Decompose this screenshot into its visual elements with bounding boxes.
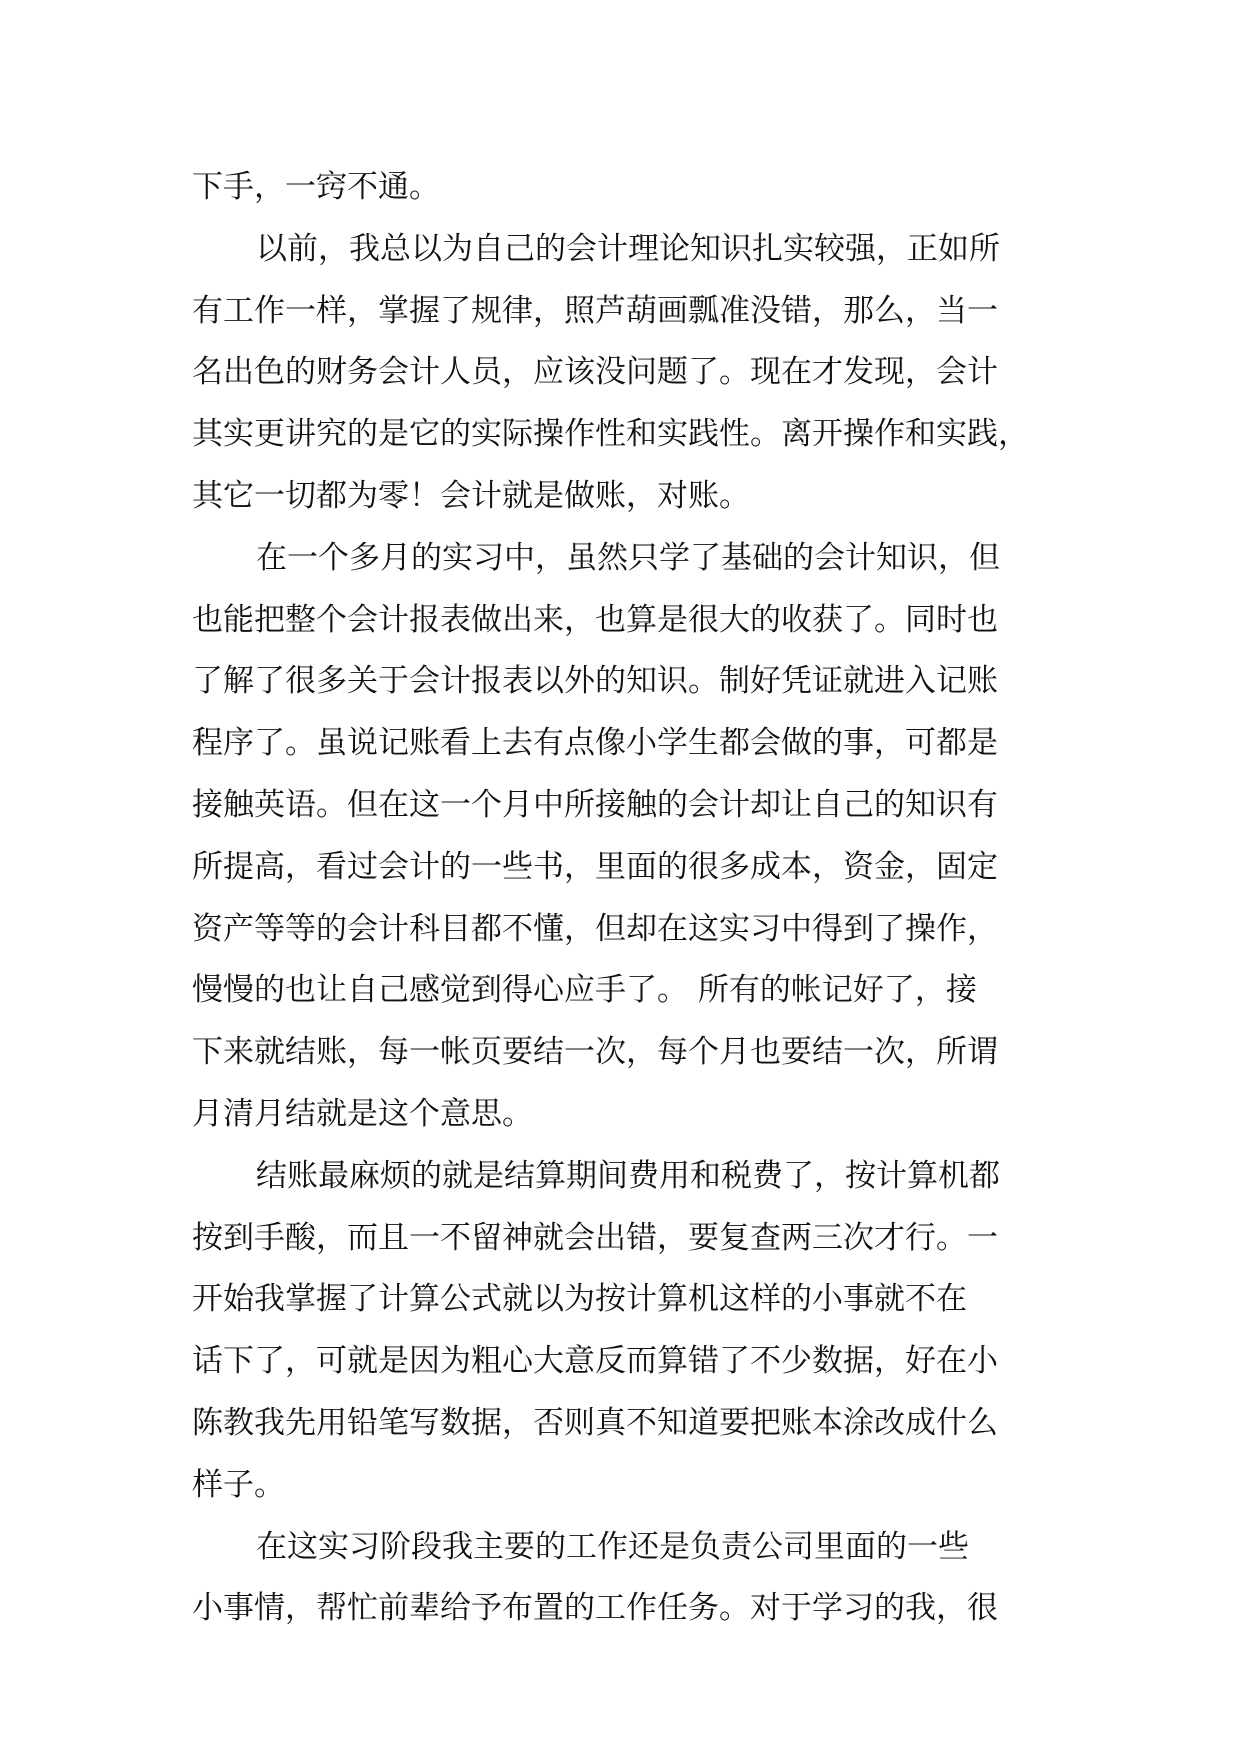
text-line: 有工作一样，掌握了规律，照芦葫画瓢准没错，那么，当一 xyxy=(192,292,998,329)
text-line: 按到手酸，而且一不留神就会出错，要复查两三次才行。一 xyxy=(192,1219,998,1256)
text-line: 了解了很多关于会计报表以外的知识。制好凭证就进入记账 xyxy=(192,663,998,700)
text-line: 所提高，看过会计的一些书，里面的很多成本，资金，固定 xyxy=(192,848,998,885)
text-line: 程序了。虽说记账看上去有点像小学生都会做的事，可都是 xyxy=(192,725,998,762)
text-line: 慢慢的也让自己感觉到得心应手了。 所有的帐记好了，接 xyxy=(192,972,977,1009)
text-line: 资产等等的会计科目都不懂，但却在这实习中得到了操作， xyxy=(192,910,998,947)
paragraph-first-line: 在这实习阶段我主要的工作还是负责公司里面的一些 xyxy=(256,1528,969,1565)
text-line: 样子。 xyxy=(192,1466,285,1503)
paragraph-first-line: 结账最麻烦的就是结算期间费用和税费了，按计算机都 xyxy=(256,1157,1000,1194)
paragraph-first-line: 以前，我总以为自己的会计理论知识扎实较强，正如所 xyxy=(256,230,1000,267)
text-line: 其实更讲究的是它的实际操作性和实践性。离开操作和实践， xyxy=(192,416,1029,453)
text-line: 话下了，可就是因为粗心大意反而算错了不少数据，好在小 xyxy=(192,1343,998,1380)
text-line: 月清月结就是这个意思。 xyxy=(192,1095,533,1132)
text-line: 也能把整个会计报表做出来，也算是很大的收获了。同时也 xyxy=(192,601,998,638)
body-text xyxy=(192,157,1054,1640)
text-line: 小事情，帮忙前辈给予布置的工作任务。对于学习的我，很 xyxy=(192,1590,998,1627)
text-line: 开始我掌握了计算公式就以为按计算机这样的小事就不在 xyxy=(192,1281,967,1318)
paragraph-first-line: 在一个多月的实习中，虽然只学了基础的会计知识，但 xyxy=(256,539,1000,576)
text-line: 下来就结账，每一帐页要结一次，每个月也要结一次，所谓 xyxy=(192,1034,998,1071)
text-line: 名出色的财务会计人员，应该没问题了。现在才发现，会计 xyxy=(192,354,998,391)
text-line: 接触英语。但在这一个月中所接触的会计却让自己的知识有 xyxy=(192,786,998,823)
text-line: 陈教我先用铅笔写数据，否则真不知道要把账本涂改成什么 xyxy=(192,1404,998,1441)
text-line: 下手，一窍不通。 xyxy=(192,169,440,205)
text-line: 其它一切都为零！会计就是做账，对账。 xyxy=(192,477,750,514)
